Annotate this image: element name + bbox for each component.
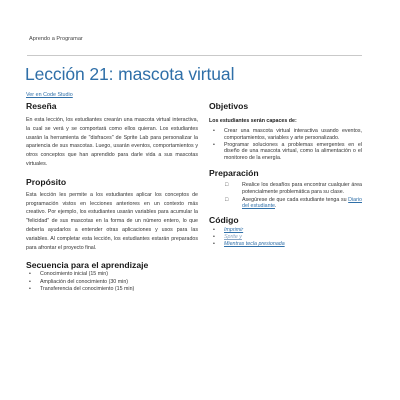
- code-studio-link[interactable]: Ver en Code Studio: [26, 92, 73, 98]
- list-item: [209, 197, 362, 211]
- preparacion-list: [209, 182, 362, 210]
- list-item: [209, 234, 362, 241]
- list-item: • Conocimiento inicial (15 min): [26, 271, 198, 278]
- objetivos-intro: Los estudiantes serán capaces de:: [209, 118, 297, 124]
- secuencia-heading: Secuencia para el aprendizaje: [26, 260, 149, 271]
- resena-text: En esta lección, los estudiantes crearán una mascota virtual interactiva, la cual se verá y se comportará como ellos quieran. Los estudiantes usarán la herramienta de "disfraces" de Sprite Lab para personalizar la apariencia de sus mascotas. Luego, usarán eventos, comportamientos y otros conceptos que han aprendido para darle vida a sus mascotas virtuales.: [26, 117, 198, 167]
- objetivos-heading: Objetivos: [209, 101, 249, 111]
- list-item: • Crear una mascota virtual interactiva usando eventos, comportamientos, variables y arte personalizado.: [209, 128, 362, 142]
- section-resena: [26, 101, 198, 169]
- proposito-heading: Propósito: [26, 176, 67, 187]
- list-item: [209, 182, 362, 196]
- section-codigo: [209, 215, 362, 247]
- code-link-imprimir[interactable]: Imprimir: [224, 227, 244, 234]
- checkbox-marker: □: [225, 196, 229, 203]
- prep-text-end: .: [274, 203, 277, 210]
- right-column: [209, 101, 362, 248]
- section-objetivos: [209, 101, 362, 162]
- codigo-list: [209, 227, 362, 247]
- section-secuencia: [26, 260, 198, 293]
- course-header: Aprendo a Programar: [29, 36, 83, 42]
- checkbox-marker: □: [225, 181, 229, 188]
- list-item: • Programar soluciones a problemas emergentes en el diseño de una mascota virtual, como la alimentación o el monitoreo de la energía.: [209, 142, 362, 162]
- prep-text: Asegúrese de que cada estudiante tenga su: [242, 196, 349, 203]
- page-title: Lección 21: mascota virtual: [25, 64, 235, 84]
- section-proposito: [26, 177, 198, 253]
- list-item: • Ampliación del conocimiento (30 min): [26, 279, 198, 286]
- prep-text: Realice los desafíos para encontrar cualquier área potencialmente problemática para su clase.: [242, 181, 362, 195]
- preparacion-heading: Preparación: [209, 167, 259, 178]
- section-preparacion: [209, 168, 362, 210]
- header-divider: [27, 55, 362, 56]
- list-item: [209, 241, 362, 248]
- resena-heading: Reseña: [26, 101, 57, 111]
- codigo-heading: Código: [209, 215, 239, 226]
- proposito-text: Esta lección les permite a los estudiantes aplicar los conceptos de programación vistos en lecciones anteriores en un contexto más creativo. Por ejemplo, los estudiantes usarán variables para acumular la "felicidad" de sus mascotas en la forma de un número entero, lo que debería ayudarlos a entender otras aplicaciones y usos para las variables. Al completar esta lección, los estudiantes estarán preparados para afrontar el proyecto final.: [26, 191, 198, 251]
- objetivos-list: [209, 128, 362, 162]
- diario-link[interactable]: Diario del estudiante: [242, 196, 362, 210]
- list-item: [209, 227, 362, 234]
- code-link-mientras[interactable]: Mientras tecla presionada: [224, 240, 285, 247]
- code-link-sprite[interactable]: Sprite y: [224, 233, 242, 240]
- list-item: • Transferencia del conocimiento (15 min): [26, 286, 198, 293]
- left-column: [26, 101, 198, 294]
- secuencia-list: [26, 271, 198, 293]
